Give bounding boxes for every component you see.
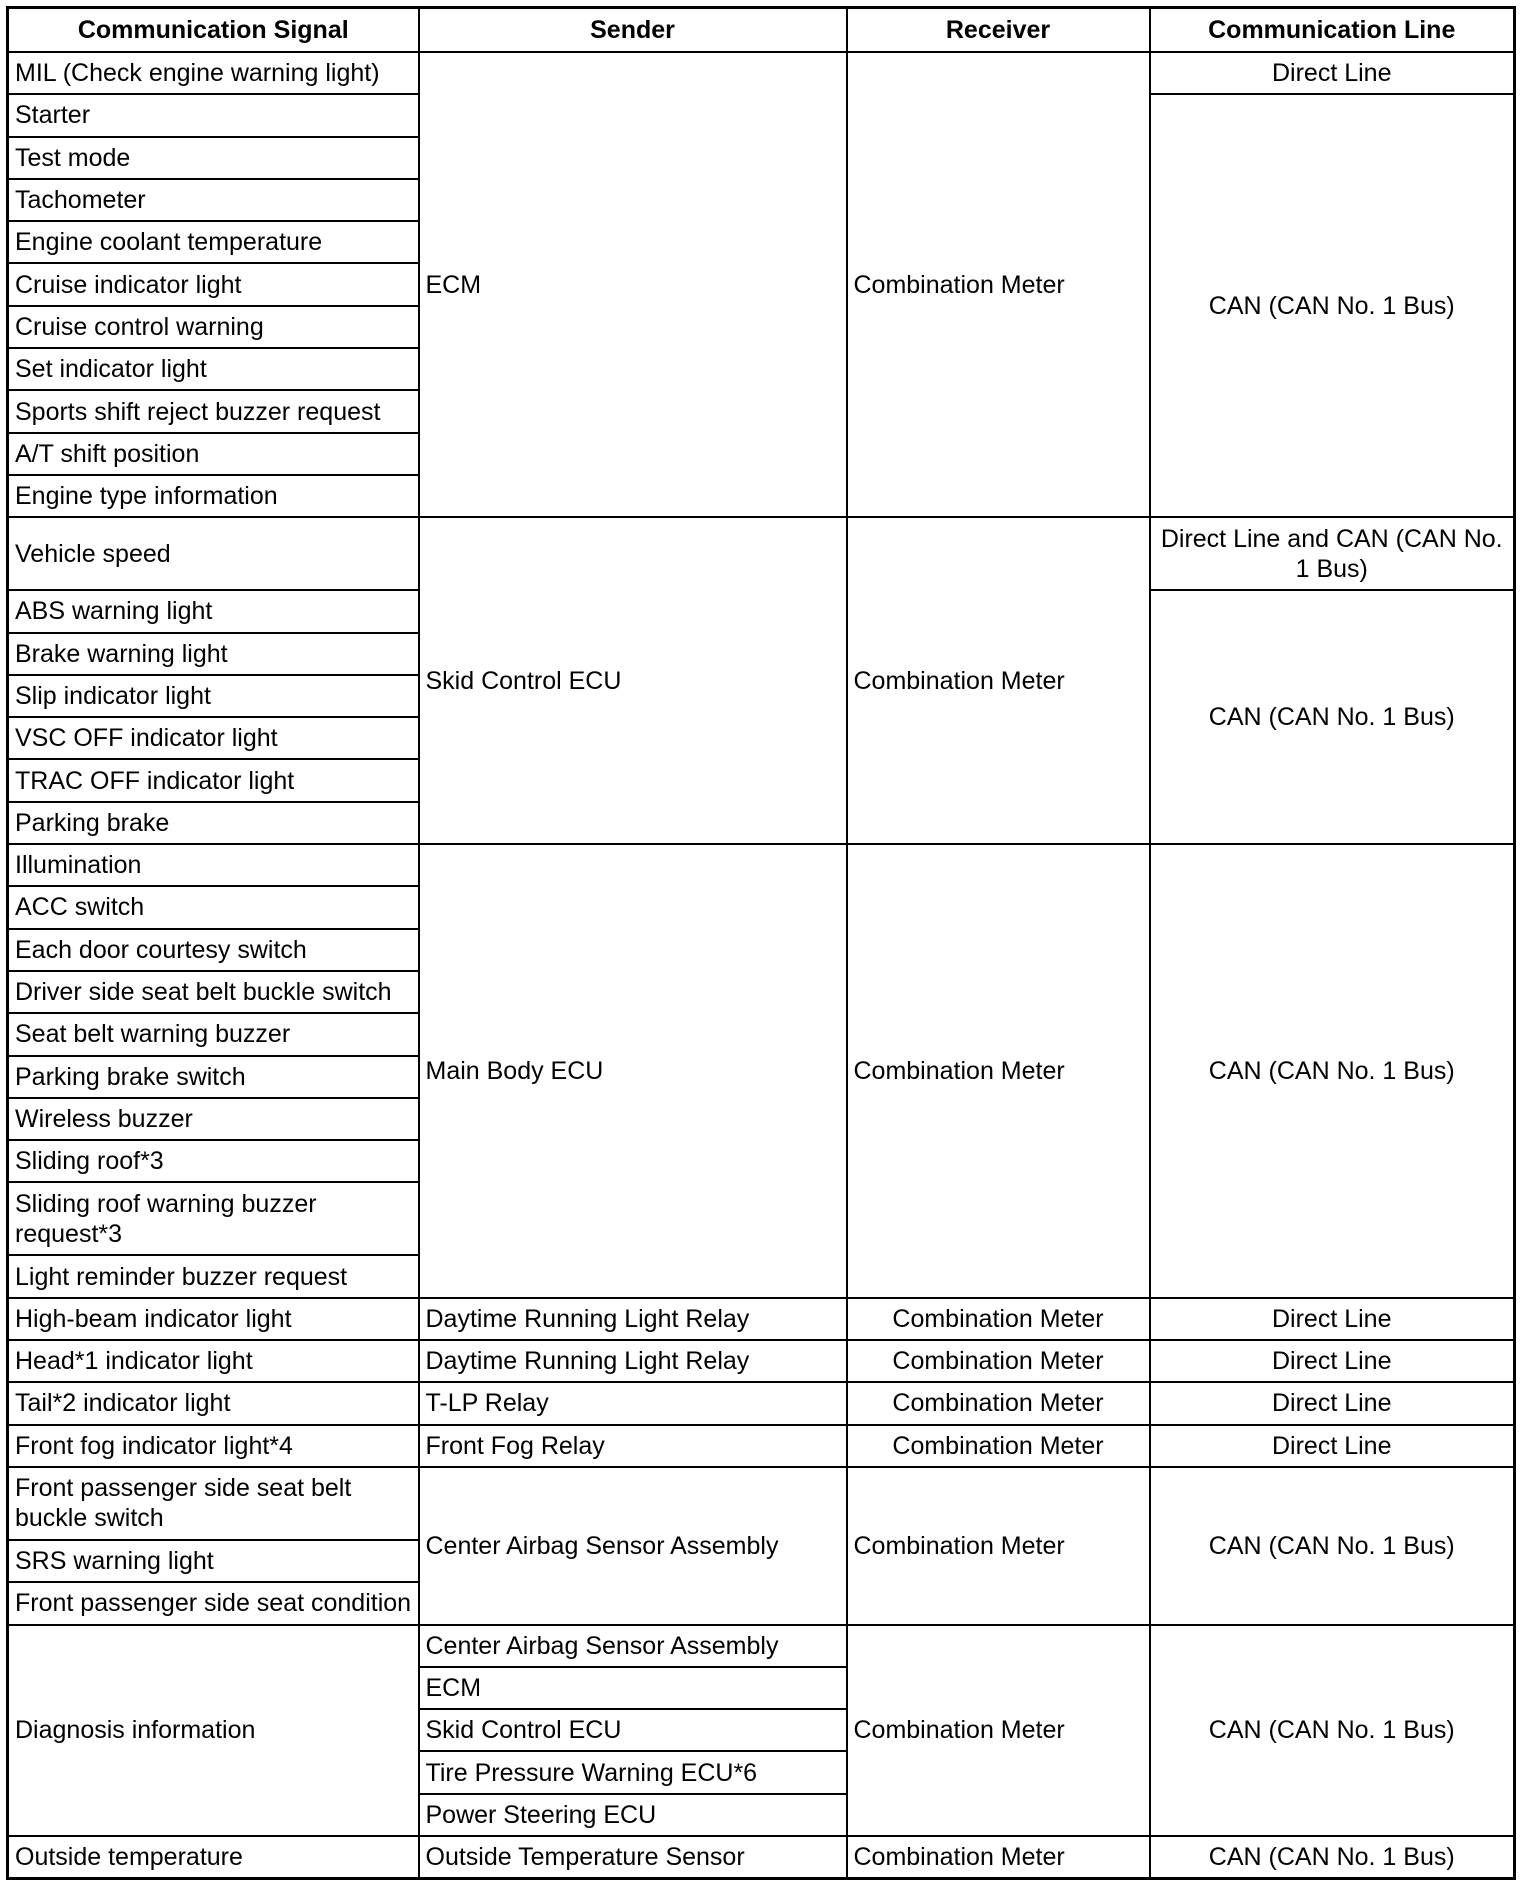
- signal-cell: SRS warning light: [8, 1540, 419, 1582]
- signal-cell: Slip indicator light: [8, 675, 419, 717]
- receiver-cell: Combination Meter: [847, 1625, 1150, 1836]
- table-row: [8, 1298, 1515, 1340]
- receiver-cell: Combination Meter: [847, 1340, 1150, 1382]
- sender-cell: Power Steering ECU: [419, 1794, 847, 1836]
- signal-cell: Front fog indicator light*4: [8, 1425, 419, 1467]
- communication-table: [6, 6, 1516, 1880]
- signal-cell: Test mode: [8, 137, 419, 179]
- signal-cell: High-beam indicator light: [8, 1298, 419, 1340]
- signal-cell: Sliding roof*3: [8, 1140, 419, 1182]
- sender-cell: Front Fog Relay: [419, 1425, 847, 1467]
- receiver-cell: Combination Meter: [847, 1836, 1150, 1878]
- communication-table-container: [6, 6, 1516, 1880]
- signal-cell: MIL (Check engine warning light): [8, 52, 419, 94]
- table-row: [8, 1425, 1515, 1467]
- signal-cell: ABS warning light: [8, 590, 419, 632]
- signal-cell: Light reminder buzzer request: [8, 1255, 419, 1297]
- signal-cell: TRAC OFF indicator light: [8, 759, 419, 801]
- table-row: [8, 1340, 1515, 1382]
- signal-cell: Outside temperature: [8, 1836, 419, 1878]
- signal-cell: Vehicle speed: [8, 517, 419, 590]
- receiver-cell: Combination Meter: [847, 844, 1150, 1298]
- line-cell: Direct Line: [1150, 1382, 1515, 1424]
- sender-cell: Daytime Running Light Relay: [419, 1340, 847, 1382]
- sender-cell: ECM: [419, 52, 847, 517]
- line-cell: CAN (CAN No. 1 Bus): [1150, 1467, 1515, 1625]
- table-row: [8, 1382, 1515, 1424]
- line-cell: Direct Line: [1150, 52, 1515, 94]
- receiver-cell: Combination Meter: [847, 1467, 1150, 1625]
- signal-cell: Engine coolant temperature: [8, 221, 419, 263]
- sender-cell: Center Airbag Sensor Assembly: [419, 1467, 847, 1625]
- sender-cell: T-LP Relay: [419, 1382, 847, 1424]
- receiver-cell: Combination Meter: [847, 1298, 1150, 1340]
- signal-cell: Set indicator light: [8, 348, 419, 390]
- sender-cell: ECM: [419, 1667, 847, 1709]
- line-cell: Direct Line: [1150, 1340, 1515, 1382]
- line-cell: CAN (CAN No. 1 Bus): [1150, 94, 1515, 517]
- sender-cell: Main Body ECU: [419, 844, 847, 1298]
- signal-cell: Starter: [8, 94, 419, 136]
- table-header-row: [8, 8, 1515, 53]
- table-row: [8, 1836, 1515, 1878]
- signal-cell: Wireless buzzer: [8, 1098, 419, 1140]
- receiver-cell: Combination Meter: [847, 1382, 1150, 1424]
- signal-cell: Head*1 indicator light: [8, 1340, 419, 1382]
- signal-cell: Front passenger side seat belt buckle switch: [8, 1467, 419, 1540]
- signal-cell: Parking brake switch: [8, 1056, 419, 1098]
- line-cell: Direct Line: [1150, 1425, 1515, 1467]
- line-cell: Direct Line: [1150, 1298, 1515, 1340]
- sender-cell: Skid Control ECU: [419, 1709, 847, 1751]
- header-line: Communication Line: [1150, 8, 1515, 53]
- line-cell: CAN (CAN No. 1 Bus): [1150, 590, 1515, 844]
- signal-cell: ACC switch: [8, 886, 419, 928]
- line-cell: Direct Line and CAN (CAN No. 1 Bus): [1150, 517, 1515, 590]
- line-cell: CAN (CAN No. 1 Bus): [1150, 844, 1515, 1298]
- table-row: [8, 52, 1515, 94]
- signal-cell: Illumination: [8, 844, 419, 886]
- line-cell: CAN (CAN No. 1 Bus): [1150, 1625, 1515, 1836]
- table-row: [8, 1625, 1515, 1667]
- signal-cell: A/T shift position: [8, 433, 419, 475]
- line-cell: CAN (CAN No. 1 Bus): [1150, 1836, 1515, 1878]
- table-row: [8, 1467, 1515, 1540]
- signal-cell: Each door courtesy switch: [8, 929, 419, 971]
- receiver-cell: Combination Meter: [847, 52, 1150, 517]
- header-sender: Sender: [419, 8, 847, 53]
- signal-cell: Front passenger side seat condition: [8, 1582, 419, 1624]
- signal-cell: Seat belt warning buzzer: [8, 1013, 419, 1055]
- sender-cell: Outside Temperature Sensor: [419, 1836, 847, 1878]
- table-row: [8, 844, 1515, 886]
- receiver-cell: Combination Meter: [847, 1425, 1150, 1467]
- signal-cell: VSC OFF indicator light: [8, 717, 419, 759]
- sender-cell: Center Airbag Sensor Assembly: [419, 1625, 847, 1667]
- signal-cell: Sliding roof warning buzzer request*3: [8, 1182, 419, 1255]
- signal-cell: Cruise control warning: [8, 306, 419, 348]
- signal-cell: Sports shift reject buzzer request: [8, 390, 419, 432]
- receiver-cell: Combination Meter: [847, 517, 1150, 844]
- signal-cell: Engine type information: [8, 475, 419, 517]
- header-signal: Communication Signal: [8, 8, 419, 53]
- table-row: [8, 517, 1515, 590]
- signal-cell: Parking brake: [8, 802, 419, 844]
- signal-cell: Tachometer: [8, 179, 419, 221]
- signal-cell: Tail*2 indicator light: [8, 1382, 419, 1424]
- signal-cell: Brake warning light: [8, 633, 419, 675]
- sender-cell: Tire Pressure Warning ECU*6: [419, 1751, 847, 1793]
- header-receiver: Receiver: [847, 8, 1150, 53]
- sender-cell: Skid Control ECU: [419, 517, 847, 844]
- sender-cell: Daytime Running Light Relay: [419, 1298, 847, 1340]
- signal-cell: Cruise indicator light: [8, 263, 419, 305]
- signal-cell: Diagnosis information: [8, 1625, 419, 1836]
- signal-cell: Driver side seat belt buckle switch: [8, 971, 419, 1013]
